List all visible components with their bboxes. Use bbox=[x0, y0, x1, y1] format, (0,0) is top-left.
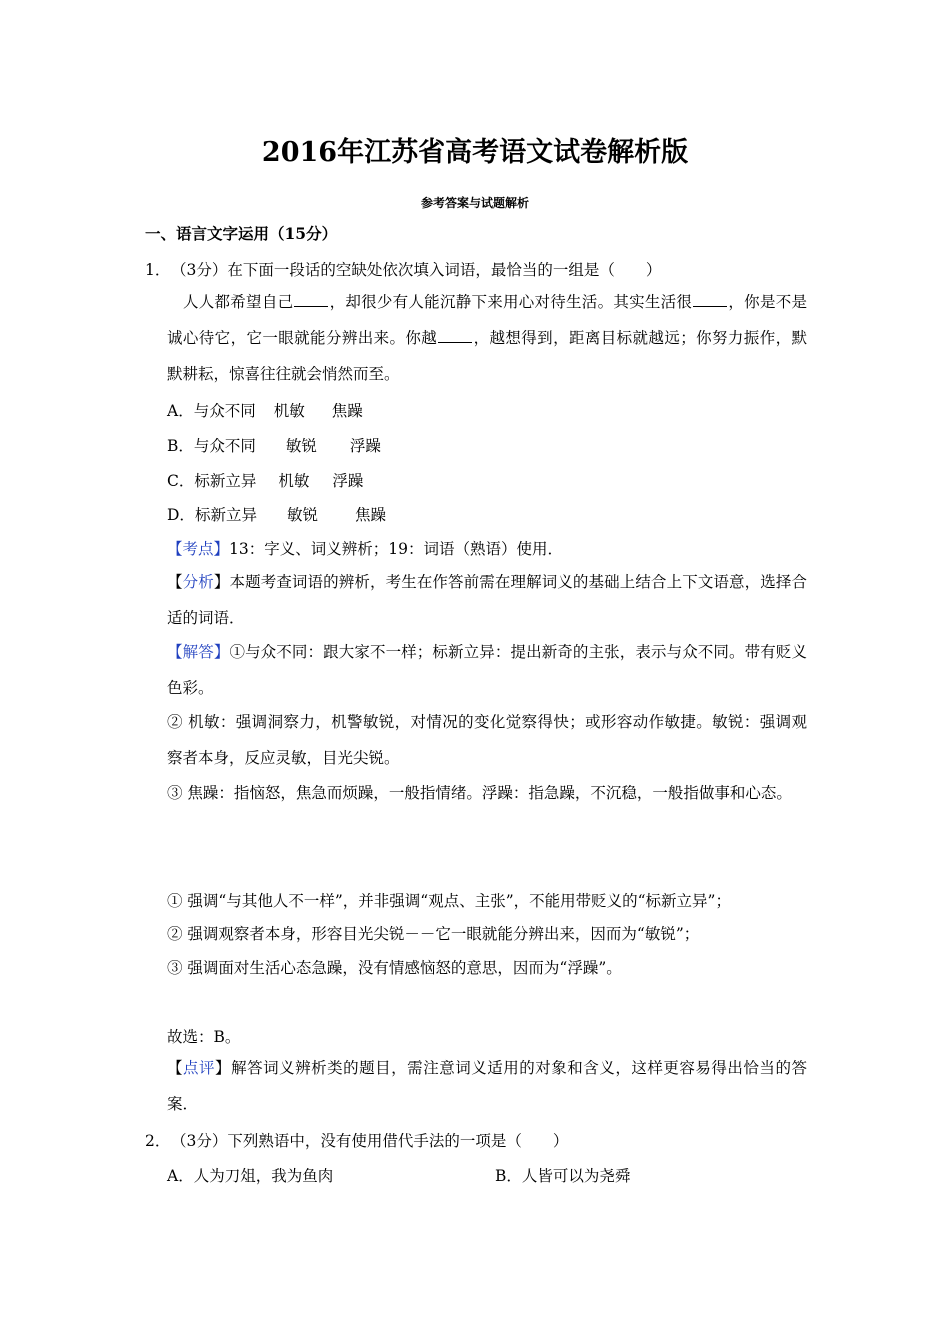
option-a bbox=[167, 399, 363, 421]
fill-blank-2 bbox=[693, 292, 727, 307]
option-d bbox=[167, 503, 386, 525]
jieda-label: 【解答】 bbox=[167, 643, 230, 661]
jieda-block-2 bbox=[167, 704, 807, 776]
jieda-point-3: ③ 焦躁：指恼怒，焦急而烦躁，一般指情绪。浮躁：指急躁，不沉稳，一般指做事和心态。 bbox=[167, 784, 792, 802]
dianping-block bbox=[167, 1050, 807, 1122]
kaodian-text: 13：字义、词义辨析；19：词语（熟语）使用． bbox=[229, 540, 563, 558]
option-b bbox=[167, 434, 381, 456]
option-word-1: 标新立异 bbox=[194, 472, 257, 490]
jieda-block-1 bbox=[167, 634, 807, 706]
option-letter: C． bbox=[167, 472, 195, 490]
fill-blank-1 bbox=[294, 292, 328, 307]
fenxi-text: 本题考查词语的辨析，考生在作答前需在理解词义的基础上结合上下文语意，选择合适的词语． bbox=[167, 573, 807, 627]
option-word-3: 浮躁 bbox=[349, 437, 381, 455]
option-word-3: 焦躁 bbox=[331, 402, 363, 420]
fenxi-label: 分析 bbox=[182, 573, 214, 591]
option-letter: D． bbox=[167, 506, 195, 524]
option-word-2: 机敏 bbox=[273, 402, 305, 420]
option-letter: B． bbox=[167, 437, 194, 455]
option-letter: A． bbox=[167, 402, 194, 420]
question-2-option-a: A．人为刀俎，我为鱼肉 bbox=[167, 1167, 334, 1185]
question-2-option-b: B．人皆可以为尧舜 bbox=[495, 1167, 631, 1185]
question-2-stem: （3分）下列熟语中，没有使用借代手法的一项是（ ） bbox=[171, 1132, 569, 1150]
kaodian-block bbox=[167, 537, 563, 559]
passage-part-2: ，却很少有人能沉静下来用心对待生活。其实生活很 bbox=[329, 293, 693, 311]
jieda-point-1: ①与众不同：跟大家不一样；标新立异：提出新奇的主张，表示与众不同。带有贬义色彩。 bbox=[167, 643, 807, 697]
dianping-text: 解答词义辨析类的题目，需注意词义适用的对象和含义，这样更容易得出恰当的答案． bbox=[167, 1059, 807, 1113]
dianping-bracket-close: 】 bbox=[215, 1059, 232, 1077]
fenxi-block bbox=[167, 564, 807, 636]
fenxi-bracket-open: 【 bbox=[167, 573, 183, 591]
document-subtitle: 参考答案与试题解析 bbox=[420, 196, 529, 210]
option-word-2: 机敏 bbox=[278, 472, 310, 490]
fenxi-bracket-close: 】 bbox=[213, 573, 230, 591]
summary-line-2: ② 强调观察者本身，形容目光尖锐－－它一眼就能分辨出来，因而为“敏锐”； bbox=[167, 925, 700, 943]
option-word-3: 焦躁 bbox=[354, 506, 386, 524]
option-word-2: 敏锐 bbox=[286, 506, 318, 524]
answer-line: 故选：B。 bbox=[167, 1028, 241, 1046]
question-1-stem: （3分）在下面一段话的空缺处依次填入词语，最恰当的一组是（ ） bbox=[171, 261, 662, 279]
option-word-3: 浮躁 bbox=[332, 472, 364, 490]
passage-part-3: ，你是不是诚心待它，它一眼就能分辨出来。你越 bbox=[167, 293, 807, 347]
jieda-block-3 bbox=[167, 775, 807, 811]
dianping-bracket-open: 【 bbox=[167, 1059, 184, 1077]
kaodian-label: 【考点】 bbox=[167, 540, 230, 558]
question-1-number: 1． bbox=[145, 261, 171, 279]
dianping-label: 点评 bbox=[183, 1059, 216, 1077]
section-heading: 一、语言文字运用（15分） bbox=[145, 224, 338, 243]
fill-blank-3 bbox=[438, 328, 472, 343]
option-c bbox=[167, 469, 363, 491]
question-2-number: 2． bbox=[145, 1132, 171, 1150]
summary-line-1: ① 强调“与其他人不一样”，并非强调“观点、主张”，不能用带贬义的“标新立异”； bbox=[167, 892, 731, 910]
document-title: 2016年江苏省高考语文试卷解析版 bbox=[261, 137, 689, 168]
question-1-passage bbox=[167, 284, 807, 392]
passage-part-4: ，越想得到，距离目标就越远；你努力振作，默默耕耘，惊喜往往就会悄然而至。 bbox=[167, 329, 807, 383]
passage-part-1: 人人都希望自己 bbox=[183, 293, 294, 311]
option-word-1: 与众不同 bbox=[193, 402, 256, 420]
option-word-1: 与众不同 bbox=[193, 437, 256, 455]
option-word-2: 敏锐 bbox=[285, 437, 317, 455]
option-word-1: 标新立异 bbox=[194, 506, 257, 524]
summary-line-3: ③ 强调面对生活心态急躁，没有情感恼怒的意思，因而为“浮躁”。 bbox=[167, 959, 622, 977]
jieda-point-2: ② 机敏：强调洞察力，机警敏锐，对情况的变化觉察得快；或形容动作敏捷。敏锐：强调观察者本身，反应灵敏，目光尖锐。 bbox=[167, 713, 807, 767]
